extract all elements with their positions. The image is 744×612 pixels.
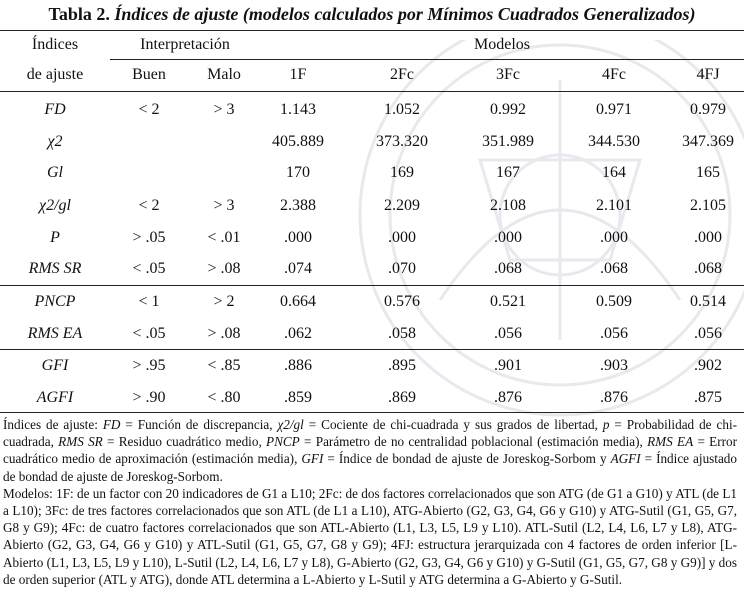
- value-3fc: .876: [494, 389, 522, 406]
- buen-criterion: > .05: [132, 229, 166, 246]
- row-label: FD: [44, 101, 66, 118]
- value-3fc: 0.521: [490, 293, 526, 310]
- note-abbreviation: p: [602, 417, 610, 432]
- row-label: RMS EA: [27, 325, 83, 342]
- value-4fc: 0.509: [596, 293, 632, 310]
- value-3fc: .068: [494, 260, 522, 277]
- value-1f: .000: [284, 229, 312, 246]
- header-indices-line1: Índices: [31, 36, 79, 53]
- buen-criterion: [110, 129, 188, 155]
- caption-text: Índices de ajuste (modelos calculados por Mínimos Cuadrados Generalizados): [114, 4, 696, 24]
- header-model-3fc: 3Fc: [496, 66, 520, 83]
- buen-criterion: < .05: [132, 260, 166, 277]
- value-4fj: 0.514: [690, 293, 726, 310]
- header-model-4fj: 4FJ: [696, 66, 720, 83]
- value-3fc: 2.108: [490, 197, 526, 214]
- value-3fc: 351.989: [482, 133, 534, 150]
- value-4fj: 0.979: [690, 101, 726, 118]
- header-buen: Buen: [132, 66, 166, 83]
- header-subrule: [110, 59, 744, 60]
- value-1f: .074: [284, 260, 312, 277]
- malo-criterion: > 2: [213, 293, 235, 310]
- value-2fc: .000: [388, 229, 416, 246]
- malo-criterion: < .85: [207, 357, 241, 374]
- value-1f: 405.889: [272, 133, 324, 150]
- header-model-1f: 1F: [289, 66, 307, 83]
- value-4fc: .056: [600, 325, 628, 342]
- value-2fc: 1.052: [384, 101, 420, 118]
- value-1f: 1.143: [280, 101, 316, 118]
- value-4fc: 2.101: [596, 197, 632, 214]
- top-rule: [0, 30, 744, 31]
- note-abbreviation: RMS EA: [647, 434, 694, 450]
- value-2fc: 373.320: [376, 133, 428, 150]
- row-label: RMS SR: [28, 260, 82, 277]
- value-3fc: 0.992: [490, 101, 526, 118]
- value-2fc: .895: [388, 357, 416, 374]
- value-4fc: 344.530: [588, 133, 640, 150]
- malo-criterion: < .01: [207, 229, 241, 246]
- value-4fc: 164: [602, 164, 626, 181]
- row-label: PNCP: [34, 293, 76, 310]
- value-3fc: .000: [494, 229, 522, 246]
- value-1f: .859: [284, 389, 312, 406]
- value-4fj: .875: [694, 389, 722, 406]
- value-2fc: 169: [390, 164, 414, 181]
- value-4fj: .056: [694, 325, 722, 342]
- buen-criterion: > .90: [132, 389, 166, 406]
- header-malo: Malo: [207, 66, 241, 83]
- value-4fj: 2.105: [690, 197, 726, 214]
- note-abbreviation: GFI: [301, 451, 324, 467]
- row-label: AGFI: [36, 389, 74, 406]
- value-4fc: .068: [600, 260, 628, 277]
- note-abbreviation: χ2/gl: [277, 417, 304, 432]
- value-4fj: .902: [694, 357, 722, 374]
- table-caption: Tabla 2. Índices de ajuste (modelos calculados por Mínimos Cuadrados Generalizados): [48, 4, 696, 24]
- value-3fc: .901: [494, 357, 522, 374]
- buen-criterion: > .95: [132, 357, 166, 374]
- value-1f: .062: [284, 325, 312, 342]
- value-4fc: 0.971: [596, 101, 632, 118]
- value-4fc: .000: [600, 229, 628, 246]
- caption-label: Tabla 2: [48, 4, 106, 24]
- value-1f: 170: [286, 164, 310, 181]
- value-2fc: .070: [388, 260, 416, 277]
- value-4fj: 165: [696, 164, 720, 181]
- value-1f: 2.388: [280, 197, 316, 214]
- malo-criterion: > 3: [213, 197, 235, 214]
- malo-criterion: < .80: [207, 389, 241, 406]
- header-interpretacion: Interpretación: [140, 36, 230, 53]
- header-model-2fc: 2Fc: [390, 66, 414, 83]
- buen-criterion: < .05: [132, 325, 166, 342]
- note-abbreviation: PNCP: [266, 434, 300, 450]
- value-4fj: .068: [694, 260, 722, 277]
- header-modelos: Modelos: [474, 36, 530, 53]
- value-2fc: 0.576: [384, 293, 420, 310]
- value-1f: .886: [284, 357, 312, 374]
- notes-models-description: Modelos: 1F: de un factor con 20 indicadores de G1 a L10; 2Fc: de dos factores correlacionados que son ATG (de G1 a G10) y ATL (de L1 a L10); 3Fc: de tres factores correlacionados que son ATL (de L1 a L10), ATG-Abierto (G2, G3, G4, G6 y G10) y ATG-Sutil (G1, G5, G7, G8 y G9); 4Fc: de cuatro factores correlacionados que son ATL-Abierto (L1, L3, L5, L9 y L10). ATL-Sutil (L2, L4, L6, L7 y L8), ATG-Abierto (G2, G3, G4, G6 y G10) y ATL-Sutil (G1, G5, G7, G8 y G9); 4FJ: estructura jerarquizada con 4 factores de orden inferior [L-Abierto (L1, L3, L5, L9 y L10), L-Sutil (L2, L4, L6, L7 y L8), G-Abierto (G2, G3, G4, G6 y G10) y G-Sutil (G1, G5, G7, G8 y G9)] y dos de orden superior (ATL y ATG), donde ATL determina a L-Abierto y L-Sutil y ATG determina a G-Abierto y G-Sutil.: [3, 485, 738, 587]
- malo-criterion: > .08: [207, 325, 241, 342]
- value-4fc: .903: [600, 357, 628, 374]
- row-label: χ2: [47, 133, 63, 150]
- row-label: χ2/gl: [39, 197, 71, 214]
- malo-criterion: > .08: [207, 260, 241, 277]
- value-4fj: 347.369: [682, 133, 734, 150]
- value-1f: 0.664: [280, 293, 316, 310]
- note-abbreviation: FD: [102, 417, 121, 432]
- buen-criterion: < 2: [138, 197, 160, 214]
- value-4fc: .876: [600, 389, 628, 406]
- header-bottom-rule: [0, 91, 744, 92]
- malo-criterion: > 3: [213, 101, 235, 118]
- value-3fc: .056: [494, 325, 522, 342]
- header-model-4fc: 4Fc: [602, 66, 626, 83]
- buen-criterion: < 2: [138, 101, 160, 118]
- bottom-rule: [0, 412, 744, 413]
- buen-criterion: < 1: [138, 293, 160, 310]
- header-indices-line2: de ajuste: [26, 66, 84, 83]
- value-3fc: 167: [496, 164, 520, 181]
- value-2fc: .058: [388, 325, 416, 342]
- value-2fc: 2.209: [384, 197, 420, 214]
- value-4fj: .000: [694, 229, 722, 246]
- row-label: GFI: [41, 357, 69, 374]
- row-label: Gl: [47, 164, 63, 181]
- row-label: P: [50, 229, 60, 246]
- value-2fc: .869: [388, 389, 416, 406]
- note-abbreviation: RMS SR: [58, 434, 103, 450]
- notes-indices-definitions: Índices de ajuste: FD = Función de discrepancia, χ2/gl = Cociente de chi-cuadrada y sus grados de libertad, p = Probabilidad de chi-cuadrada, RMS SR = Residuo cuadrático medio, PNCP = Parámetro de no centralidad poblacional (estimación media), RMS EA = Error cuadrático medio de aproximación (estimación media), GFI = Índice de bondad de ajuste de Joreskog-Sorbom y AGFI = Índice ajustado de bondad de ajuste de Joreskog-Sorbom.: [3, 417, 738, 484]
- table-notes: [3, 416, 737, 588]
- group-rule-2: [0, 349, 744, 350]
- buen-criterion: [110, 160, 188, 186]
- note-abbreviation: AGFI: [610, 451, 641, 467]
- group-rule-1: [0, 285, 744, 286]
